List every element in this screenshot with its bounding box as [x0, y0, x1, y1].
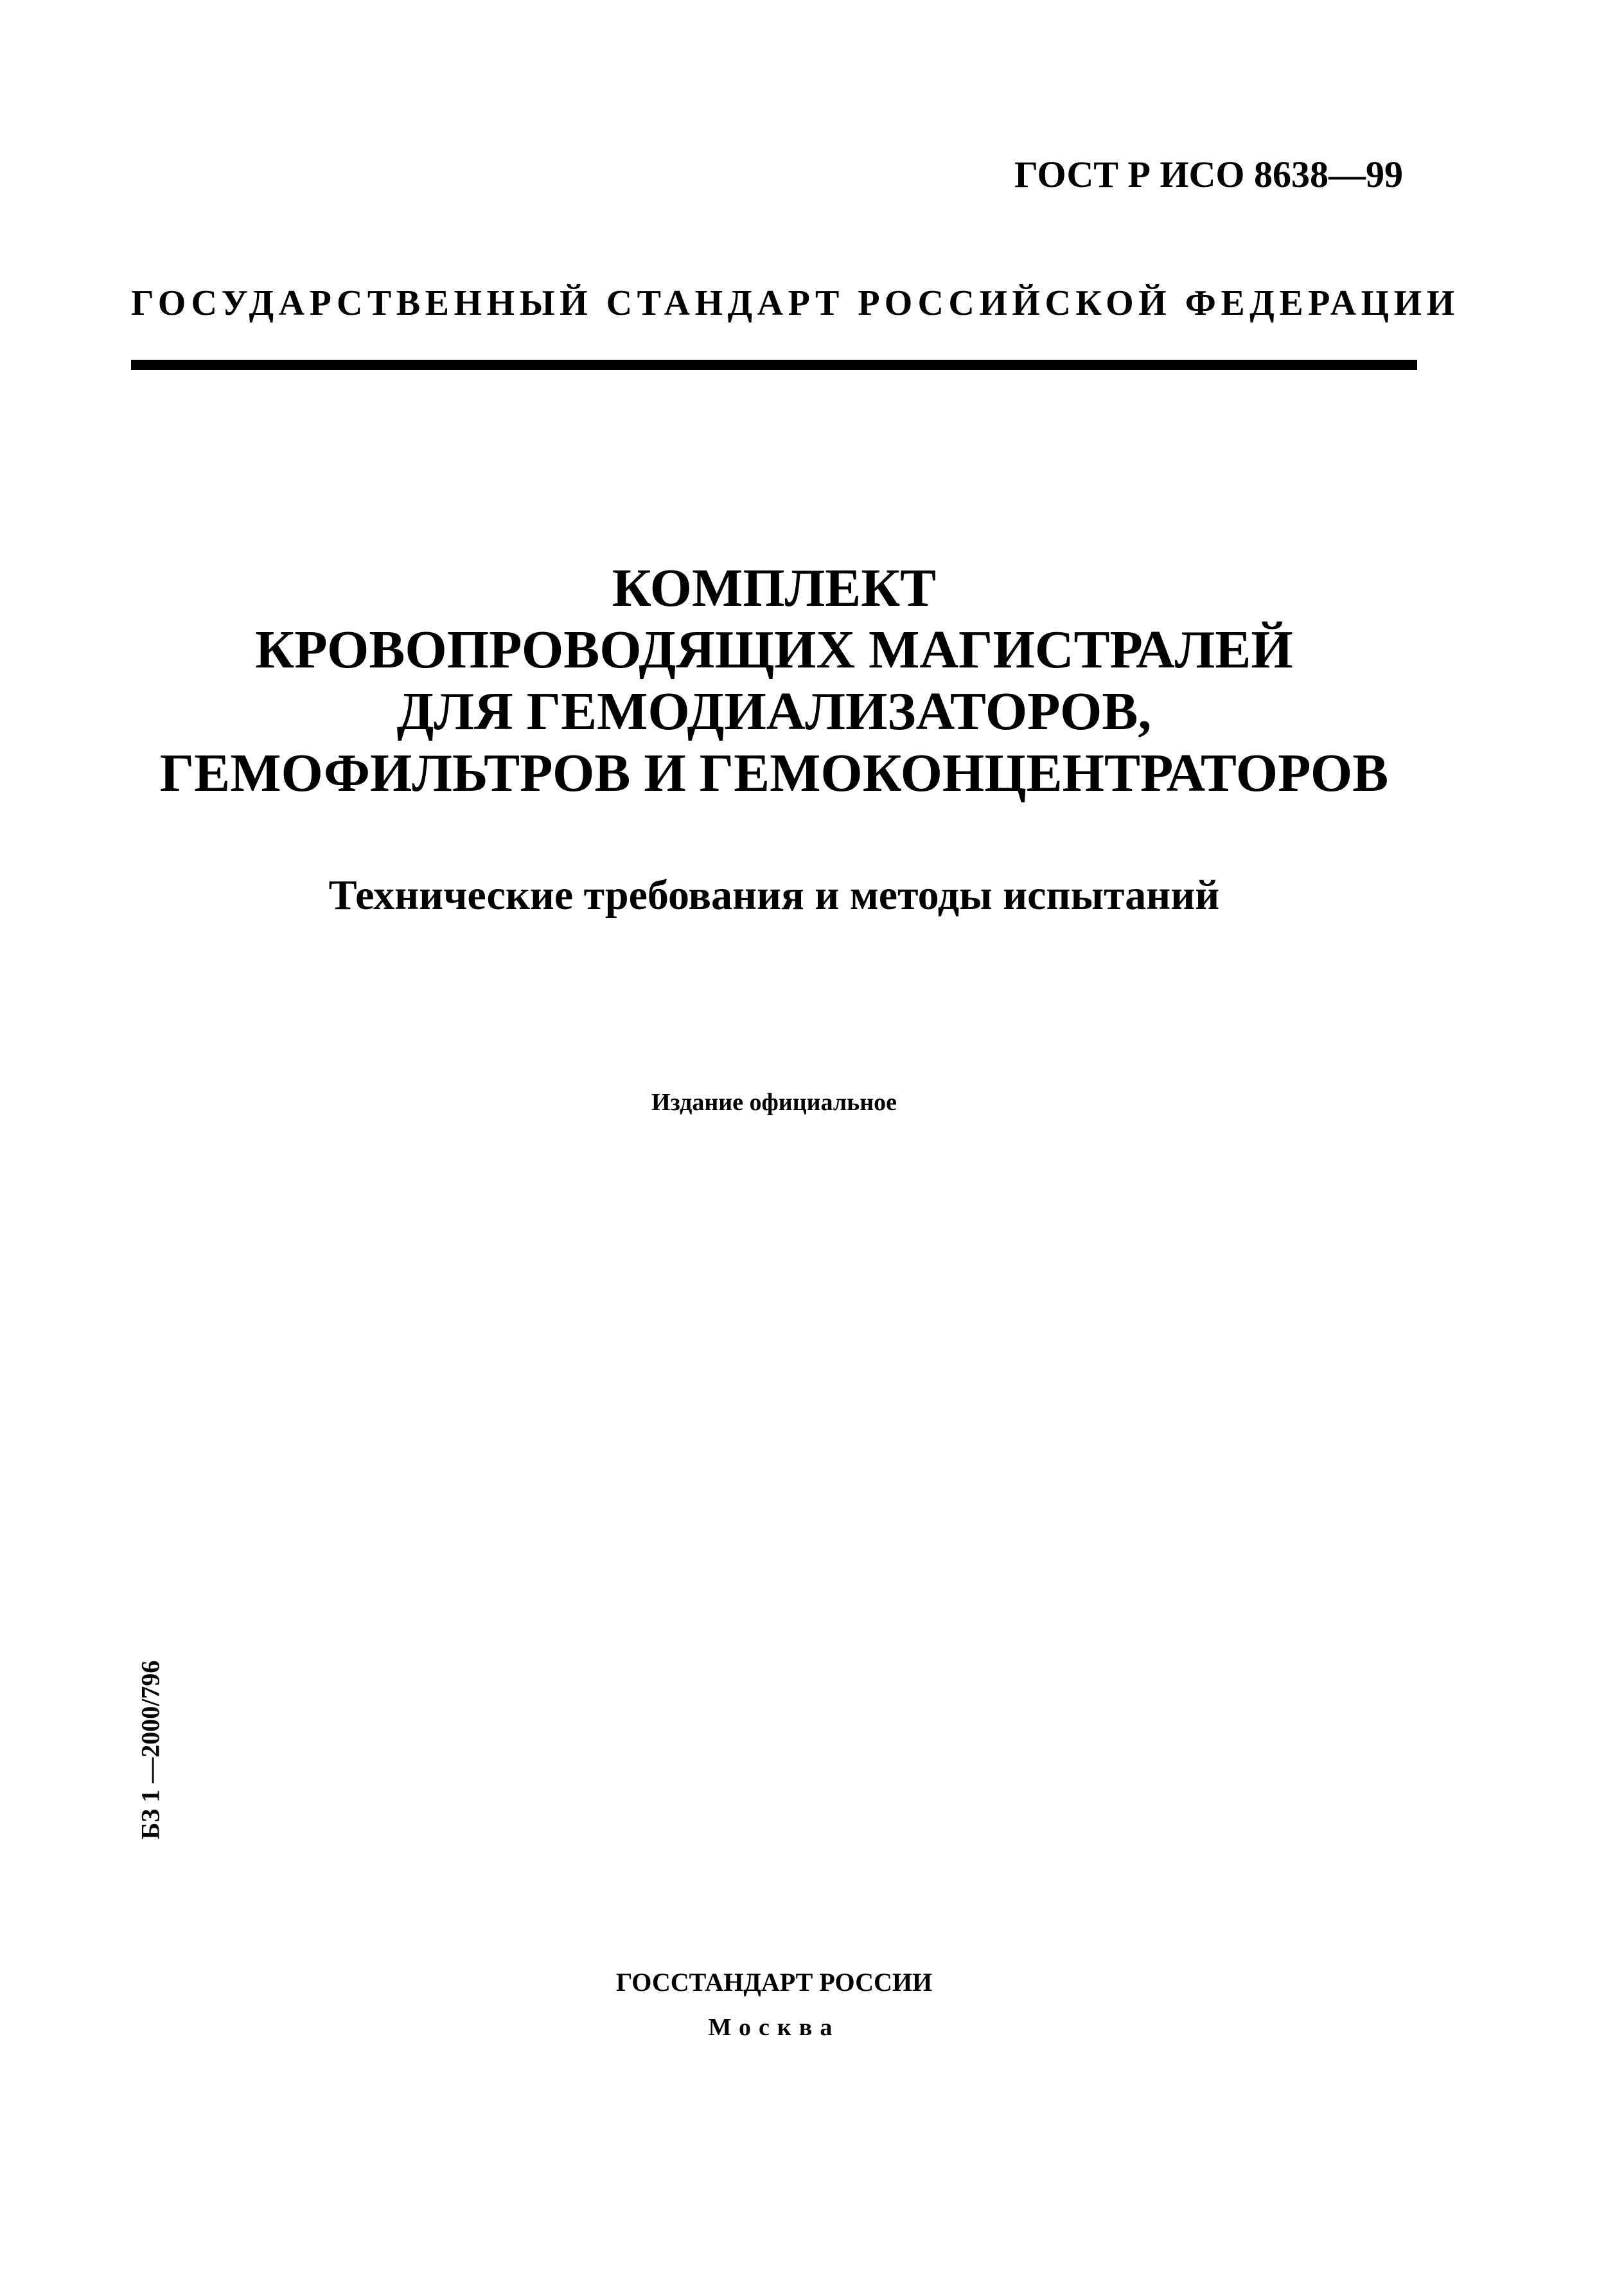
standard-designation: ГОСТ Р ИСО 8638—99	[1014, 154, 1403, 195]
document-title	[96, 558, 1452, 804]
publisher-name: ГОССТАНДАРТ РОССИИ	[615, 1968, 933, 1997]
title-line-2: КРОВОПРОВОДЯЩИХ МАГИСТРАЛЕЙ	[255, 620, 1293, 680]
heading-divider-rule	[131, 360, 1417, 370]
state-standard-heading: ГОСУДАРСТВЕННЫЙ СТАНДАРТ РОССИЙСКОЙ ФЕДЕРАЦИИ	[131, 283, 1460, 323]
publisher-city: Москва	[708, 2014, 840, 2041]
edition-note: Издание официальное	[651, 1089, 897, 1116]
title-line-1: КОМПЛЕКТ	[612, 558, 937, 618]
title-line-4: ГЕМОФИЛЬТРОВ И ГЕМОКОНЦЕНТРАТОРОВ	[159, 743, 1389, 803]
title-line-3: ДЛЯ ГЕМОДИАЛИЗАТОРОВ,	[396, 682, 1152, 741]
side-catalog-code: БЗ 1 —2000/796	[136, 1660, 165, 1840]
document-subtitle: Технические требования и методы испытаний	[328, 872, 1220, 919]
